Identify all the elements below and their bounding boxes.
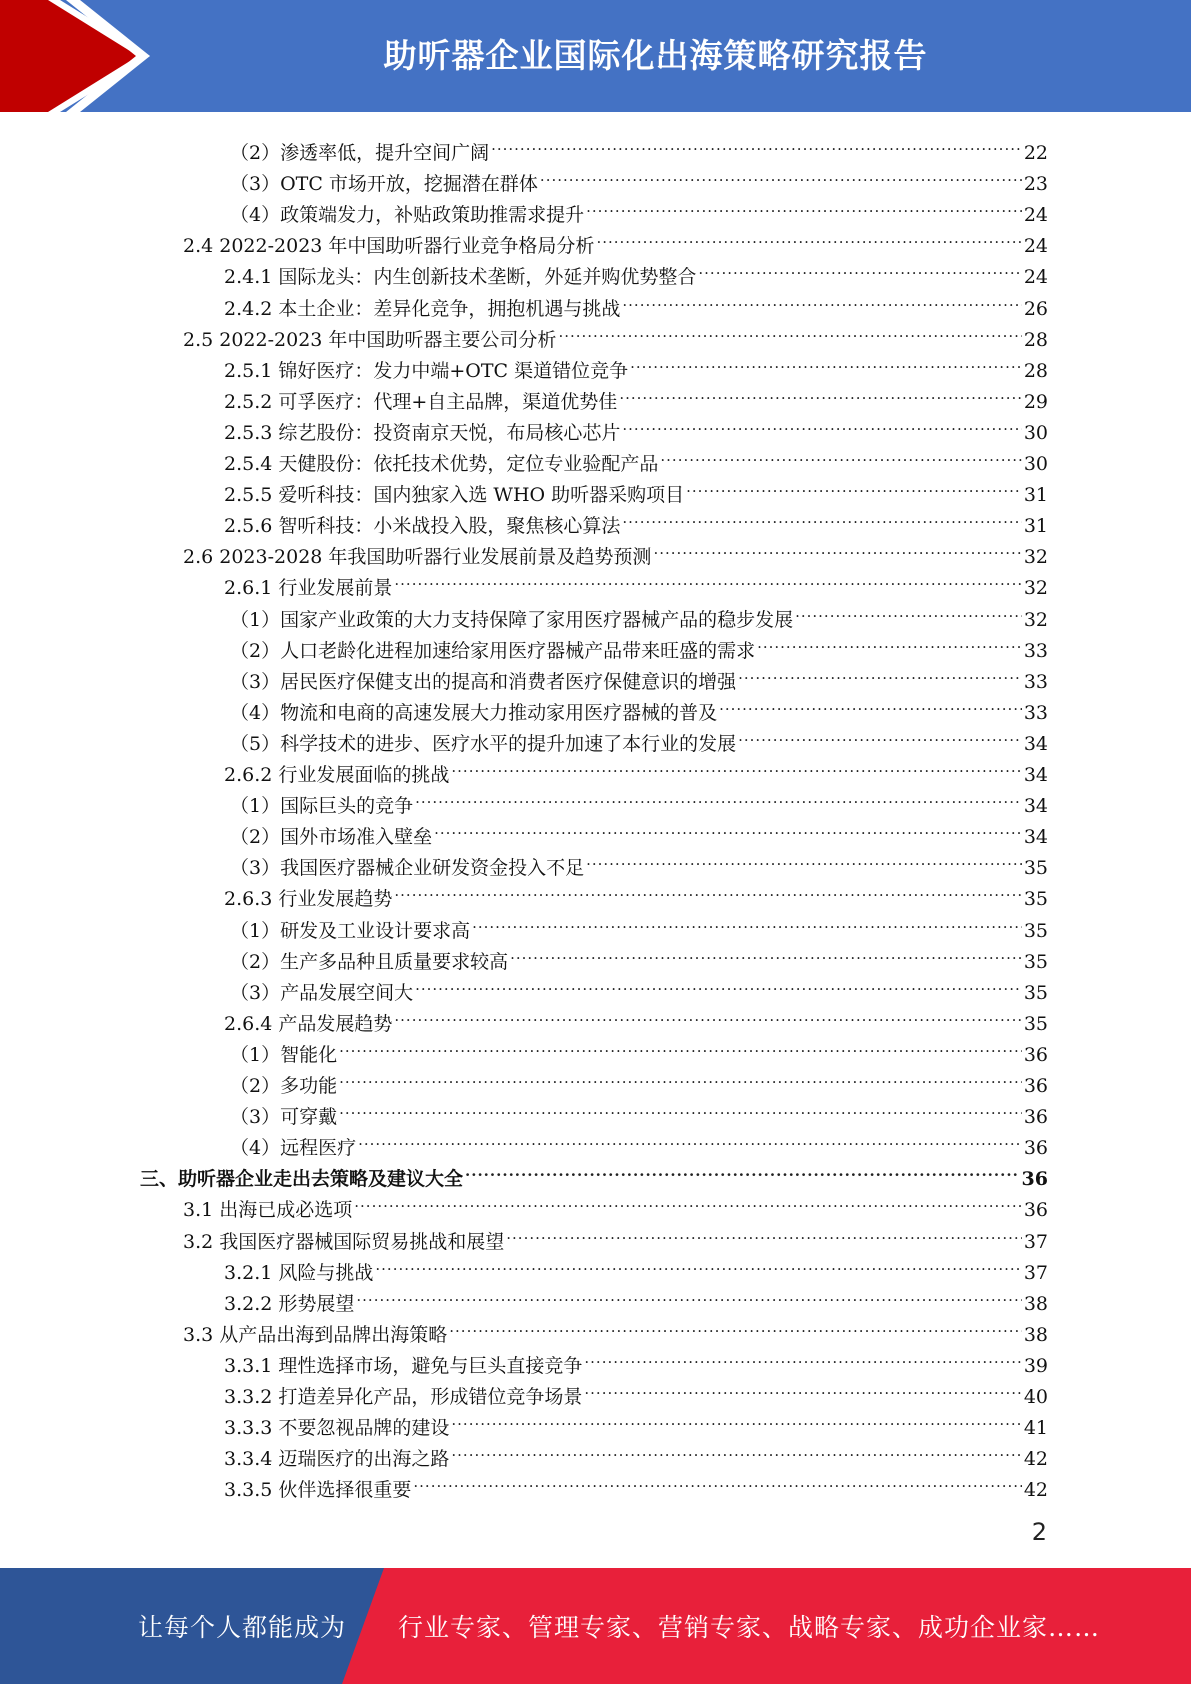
toc-entry-page: 35 [1023, 919, 1048, 942]
toc-entry-page: 28 [1023, 359, 1048, 382]
toc-entry[interactable] [230, 595, 1048, 631]
toc-leader-dots [586, 190, 1022, 221]
toc-entry-label: 3.2.1 风险与挑战 [224, 1261, 374, 1284]
toc-entry-page: 35 [1023, 950, 1048, 973]
toc-entry-label: 2.5.5 爱听科技：国内独家入选 WHO 助听器采购项目 [224, 484, 685, 507]
toc-leader-dots [358, 1123, 1022, 1154]
toc-entry-page: 32 [1023, 577, 1048, 600]
toc-entry-page: 38 [1023, 1292, 1048, 1315]
toc-leader-dots [653, 532, 1021, 563]
toc-leader-dots [757, 626, 1022, 657]
toc-entry-page: 42 [1023, 1479, 1048, 1502]
toc-entry-label: （2）多功能 [230, 1075, 338, 1097]
toc-entry-label: 2.4.2 本土企业：差异化竞争，拥抱机遇与挑战 [224, 297, 621, 320]
toc-entry-label: （1）国际巨头的竞争 [230, 795, 414, 818]
toc-entry-label: （1）智能化 [230, 1043, 338, 1066]
toc-entry[interactable] [230, 190, 1048, 227]
toc-entry-label: 3.2 我国医疗器械国际贸易挑战和展望 [183, 1230, 505, 1253]
toc-entry-page: 36 [1023, 1043, 1048, 1066]
toc-entry-page: 32 [1023, 608, 1048, 631]
toc-leader-dots [449, 1310, 1022, 1341]
toc-leader-dots [413, 1465, 1021, 1496]
toc-entry-page: 33 [1023, 639, 1048, 662]
toc-entry-label: 3.3.5 伙伴选择很重要 [224, 1479, 412, 1502]
toc-leader-dots [584, 1372, 1021, 1403]
toc-entry-label: （1）国家产业政策的大力支持保障了家用医疗器械产品的稳步发展 [230, 608, 794, 631]
toc-entry[interactable] [224, 252, 1048, 289]
toc-entry-page: 23 [1023, 173, 1048, 196]
toc-entry-page: 36 [1023, 1137, 1048, 1160]
toc-entry-label: （2）国外市场准入壁垒 [230, 826, 433, 849]
toc-entry-page: 31 [1023, 484, 1048, 507]
toc-entry-page: 30 [1023, 453, 1048, 475]
toc-entry-label: （2）人口老龄化进程加速给家用医疗器械产品带来旺盛的需求 [230, 639, 756, 662]
page-footer [0, 1568, 1191, 1684]
toc-entry-label: （3）产品发展空间大 [230, 981, 414, 1004]
toc-entry-label: （5）科学技术的进步、医疗水平的提升加速了本行业的发展 [230, 732, 737, 755]
toc-leader-dots [394, 563, 1021, 594]
toc-entry-page: 35 [1023, 857, 1048, 880]
toc-leader-dots [586, 843, 1022, 874]
toc-leader-dots [394, 874, 1021, 905]
toc-leader-dots [339, 1092, 1022, 1123]
toc-leader-dots [356, 1279, 1021, 1310]
toc-entry[interactable] [224, 408, 1048, 444]
toc-entry-label: 2.6.1 行业发展前景 [224, 577, 393, 600]
toc-entry-page: 24 [1023, 204, 1048, 227]
toc-entry-label: 三、助听器企业走出去策略及建议大全 [140, 1168, 464, 1191]
toc-entry-label: （3）我国医疗器械企业研发资金投入不足 [230, 857, 585, 880]
toc-entry-page: 31 [1023, 515, 1048, 538]
toc-entry-page: 35 [1023, 888, 1048, 911]
toc-entry[interactable] [230, 159, 1048, 196]
footer-slogan-left: 让每个人都能成为 [138, 1613, 347, 1642]
toc-entry-page: 40 [1023, 1386, 1048, 1408]
toc-entry[interactable] [183, 1185, 1048, 1222]
toc-entry-label: 3.3.4 迈瑞医疗的出海之路 [224, 1448, 450, 1471]
toc-entry[interactable] [183, 532, 1048, 569]
toc-leader-dots [415, 781, 1022, 812]
toc-entry-page: 26 [1023, 297, 1048, 320]
toc-entry[interactable] [224, 439, 1048, 475]
toc-entry-page: 34 [1023, 764, 1048, 786]
toc-leader-dots [622, 284, 1021, 315]
toc-leader-dots [339, 1061, 1022, 1092]
toc-entry[interactable] [230, 843, 1048, 880]
report-title: 助听器企业国际化出海策略研究报告 [383, 35, 928, 75]
toc-entry-page: 41 [1023, 1417, 1048, 1440]
toc-entry-label: 3.3.1 理性选择市场，避免与巨头直接竞争 [224, 1354, 583, 1377]
toc-entry[interactable] [224, 1403, 1048, 1440]
toc-entry-label: （3）OTC 市场开放，挖掘潜在群体 [230, 173, 538, 196]
toc-entry-page: 33 [1023, 701, 1048, 724]
header-arrow-logo [0, 0, 160, 112]
toc-leader-dots [738, 719, 1022, 750]
toc-entry-page: 38 [1023, 1323, 1048, 1346]
toc-leader-dots [698, 252, 1021, 283]
toc-entry[interactable] [224, 284, 1048, 320]
toc-entry[interactable] [224, 470, 1048, 507]
toc-entry-page: 36 [1023, 1199, 1048, 1222]
toc-entry-label: 2.5.2 可孚医疗：代理+自主品牌，渠道优势佳 [224, 390, 618, 413]
toc-leader-dots [394, 999, 1021, 1030]
toc-entry[interactable] [230, 1123, 1048, 1160]
toc-entry[interactable] [224, 1248, 1048, 1284]
toc-entry-page: 33 [1023, 670, 1048, 693]
toc-entry-label: （4）远程医疗 [230, 1137, 357, 1160]
toc-entry[interactable] [230, 781, 1048, 818]
toc-entry-label: 2.5.6 智听科技：小米战投入股，聚焦核心算法 [224, 515, 621, 538]
toc-leader-dots [660, 439, 1021, 470]
toc-leader-dots [630, 346, 1022, 377]
toc-entry[interactable] [230, 688, 1048, 724]
toc-entry[interactable] [224, 346, 1048, 382]
toc-entry-label: 2.5.1 锦好医疗：发力中端+OTC 渠道错位竞争 [224, 359, 629, 382]
toc-entry-page: 39 [1023, 1354, 1048, 1377]
toc-leader-dots [738, 657, 1022, 688]
toc-entry-label: 3.3.2 打造差异化产品，形成错位竞争场景 [224, 1386, 583, 1408]
toc-entry[interactable] [183, 1310, 1048, 1346]
toc-entry-page: 36 [1023, 1106, 1048, 1129]
toc-entry[interactable] [140, 1154, 1048, 1191]
toc-entry-label: （3）可穿戴 [230, 1106, 338, 1129]
page-header [0, 0, 1191, 112]
toc-leader-dots [451, 1403, 1021, 1434]
toc-leader-dots [506, 1217, 1022, 1248]
toc-entry-page: 29 [1023, 390, 1048, 413]
toc-entry[interactable] [224, 501, 1048, 538]
toc-entry[interactable] [183, 1217, 1048, 1253]
toc-entry-label: 3.3 从产品出海到品牌出海策略 [183, 1323, 448, 1346]
toc-entry-label: 2.4.1 国际龙头：内生创新技术垄断，外延并购优势整合 [224, 266, 697, 289]
footer-slogan-right: 行业专家、管理专家、营销专家、战略专家、成功企业家…… [398, 1613, 1101, 1642]
toc-entry-page: 28 [1023, 328, 1048, 351]
toc-entry-page: 35 [1023, 981, 1048, 1004]
toc-entry-label: 3.2.2 形势展望 [224, 1292, 355, 1315]
toc-entry-label: （1）研发及工业设计要求高 [230, 919, 471, 942]
toc-entry-label: （3）居民医疗保健支出的提高和消费者医疗保健意识的增强 [230, 670, 737, 693]
toc-entry[interactable] [224, 750, 1048, 786]
toc-leader-dots [686, 470, 1022, 501]
toc-entry-label: 2.5.3 综艺股份：投资南京天悦，布局核心芯片 [224, 421, 621, 444]
toc-leader-dots [451, 1434, 1021, 1465]
toc-leader-dots [472, 906, 1022, 937]
toc-leader-dots [558, 315, 1021, 346]
toc-leader-dots [354, 1185, 1022, 1216]
toc-entry-page: 42 [1023, 1448, 1048, 1471]
toc-entry-page: 24 [1023, 266, 1048, 289]
toc-entry[interactable] [224, 999, 1048, 1035]
toc-entry[interactable] [183, 221, 1048, 258]
toc-leader-dots [415, 968, 1022, 999]
toc-leader-dots [465, 1154, 1020, 1185]
toc-entry-label: （4）物流和电商的高速发展大力推动家用医疗器械的普及 [230, 701, 718, 724]
toc-entry-label: （2）生产多品种且质量要求较高 [230, 950, 509, 973]
toc-entry[interactable] [230, 1030, 1048, 1066]
toc-leader-dots [619, 377, 1022, 408]
toc-entry[interactable] [230, 968, 1048, 1004]
toc-entry-label: 2.5.4 天健股份：依托技术优势，定位专业验配产品 [224, 453, 659, 475]
toc-leader-dots [451, 750, 1021, 781]
toc-entry[interactable] [230, 937, 1048, 973]
toc-entry-label: 2.4 2022-2023 年中国助听器行业竞争格局分析 [183, 235, 595, 258]
toc-entry-label: 3.3.3 不要忽视品牌的建设 [224, 1417, 450, 1440]
toc-entry-label: 2.5 2022-2023 年中国助听器主要公司分析 [183, 328, 557, 351]
toc-entry[interactable] [230, 812, 1048, 849]
toc-entry[interactable] [230, 657, 1048, 693]
toc-entry[interactable] [224, 1341, 1048, 1377]
toc-leader-dots [584, 1341, 1021, 1372]
toc-entry-page: 36 [1021, 1168, 1048, 1191]
toc-entry[interactable] [224, 1465, 1048, 1502]
toc-entry-label: 2.6.4 产品发展趋势 [224, 1012, 393, 1035]
toc-leader-dots [622, 408, 1021, 439]
toc-leader-dots [719, 688, 1022, 719]
toc-entry[interactable] [224, 1372, 1048, 1408]
toc-leader-dots [434, 812, 1022, 843]
toc-leader-dots [510, 937, 1022, 968]
toc-leader-dots [491, 128, 1022, 159]
toc-entry[interactable] [224, 1434, 1048, 1471]
page-number: 2 [1031, 1518, 1047, 1546]
toc-leader-dots [596, 221, 1021, 252]
toc-entry-label: 3.1 出海已成必选项 [183, 1199, 353, 1222]
toc-leader-dots [540, 159, 1022, 190]
toc-entry-label: 2.6.2 行业发展面临的挑战 [224, 764, 450, 786]
toc-entry[interactable] [230, 906, 1048, 942]
toc-entry-page: 30 [1023, 421, 1048, 444]
toc-entry-page: 34 [1023, 826, 1048, 849]
toc-entry-page: 37 [1023, 1261, 1048, 1284]
toc-leader-dots [622, 501, 1021, 532]
toc-entry-page: 35 [1023, 1012, 1048, 1035]
toc-entry[interactable] [224, 1279, 1048, 1315]
toc-entry[interactable] [183, 315, 1048, 351]
toc-entry-page: 24 [1023, 235, 1048, 258]
toc-leader-dots [339, 1030, 1022, 1061]
toc-entry[interactable] [230, 626, 1048, 662]
toc-entry[interactable] [224, 377, 1048, 413]
toc-entry-page: 34 [1023, 795, 1048, 818]
toc-entry-page: 22 [1023, 142, 1048, 164]
toc-entry-label: （2）渗透率低，提升空间广阔 [230, 142, 490, 164]
toc-entry-label: 2.6.3 行业发展趋势 [224, 888, 393, 911]
toc-entry[interactable] [230, 719, 1048, 755]
toc-entry-page: 36 [1023, 1075, 1048, 1097]
toc-entry-page: 37 [1023, 1230, 1048, 1253]
toc-entry[interactable] [224, 563, 1048, 600]
toc-entry-page: 34 [1023, 732, 1048, 755]
toc-entry-page: 32 [1023, 546, 1048, 569]
toc-entry-label: （4）政策端发力，补贴政策助推需求提升 [230, 204, 585, 227]
toc-entry[interactable] [230, 1061, 1048, 1097]
toc-entry-label: 2.6 2023-2028 年我国助听器行业发展前景及趋势预测 [183, 546, 652, 569]
toc-leader-dots [795, 595, 1022, 626]
toc-entry[interactable] [230, 128, 1048, 164]
toc-entry[interactable] [224, 874, 1048, 911]
toc-entry[interactable] [230, 1092, 1048, 1129]
toc-leader-dots [375, 1248, 1021, 1279]
